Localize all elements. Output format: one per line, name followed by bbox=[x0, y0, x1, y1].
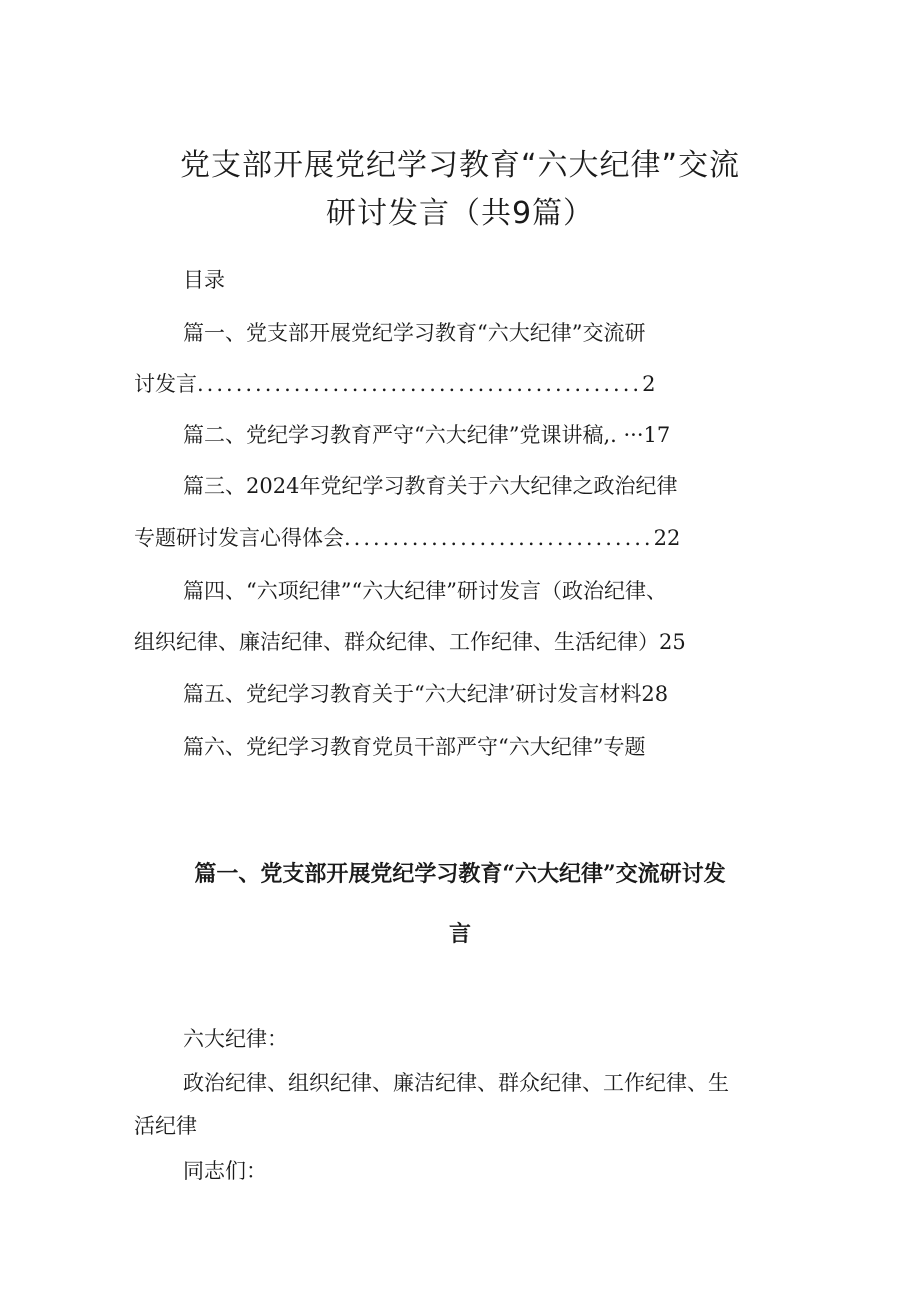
toc-entry-1-leader: .............................................. bbox=[197, 372, 643, 396]
toc-entry-6[interactable]: 篇六、党纪学习教育党员干部严守“六大纪律”专题 bbox=[183, 735, 646, 759]
body-paragraph-1: 六大纪律： bbox=[183, 1027, 288, 1051]
document-title-line-1: 党支部开展党纪学习教育“六大纪律”交流 bbox=[179, 148, 741, 183]
toc-entry-4-line-1[interactable]: 篇四、“六项纪律”“六大纪律”研讨发言（政治纪律、 bbox=[183, 579, 667, 603]
toc-entry-3-page: 22 bbox=[653, 526, 681, 550]
body-paragraph-3: 同志们： bbox=[183, 1159, 267, 1183]
section-heading-line-1: 篇一、党支部开展党纪学习教育“六大纪律”交流研讨发 bbox=[194, 861, 726, 887]
toc-entry-1-page: 2 bbox=[642, 372, 656, 396]
section-heading-line-2: 言 bbox=[448, 921, 471, 947]
toc-entry-5[interactable]: 篇五、党纪学习教育关于“六大纪津’研讨发言材料28 bbox=[183, 682, 669, 706]
body-paragraph-2-continued: 活纪律 bbox=[134, 1114, 197, 1138]
toc-entry-3-line-1[interactable]: 篇三、2024年党纪学习教育关于六大纪律之政治纪律 bbox=[183, 474, 678, 498]
toc-entry-3-text: 专题研讨发言心得体会 bbox=[134, 526, 344, 550]
toc-label: 目录 bbox=[183, 268, 225, 292]
toc-entry-3-line-2[interactable] bbox=[134, 522, 680, 552]
body-paragraph-2: 政治纪律、组织纪律、廉洁纪律、群众纪律、工作纪律、生 bbox=[183, 1071, 729, 1095]
document-title-line-2: 研讨发言（共9篇） bbox=[325, 196, 595, 231]
toc-entry-3-leader: ................................ bbox=[344, 526, 654, 550]
toc-entry-4-line-2[interactable]: 组织纪律、廉洁纪律、群众纪律、工作纪律、生活纪律）25 bbox=[134, 630, 686, 654]
toc-entry-1-text: 讨发言 bbox=[134, 372, 197, 396]
toc-entry-1-line-2[interactable] bbox=[134, 368, 655, 398]
toc-entry-2[interactable]: 篇二、党纪学习教育严守“六大纪律”党课讲稿,. ···17 bbox=[183, 423, 671, 447]
toc-entry-1-line-1[interactable]: 篇一、党支部开展党纪学习教育“六大纪律”交流研 bbox=[183, 321, 646, 345]
